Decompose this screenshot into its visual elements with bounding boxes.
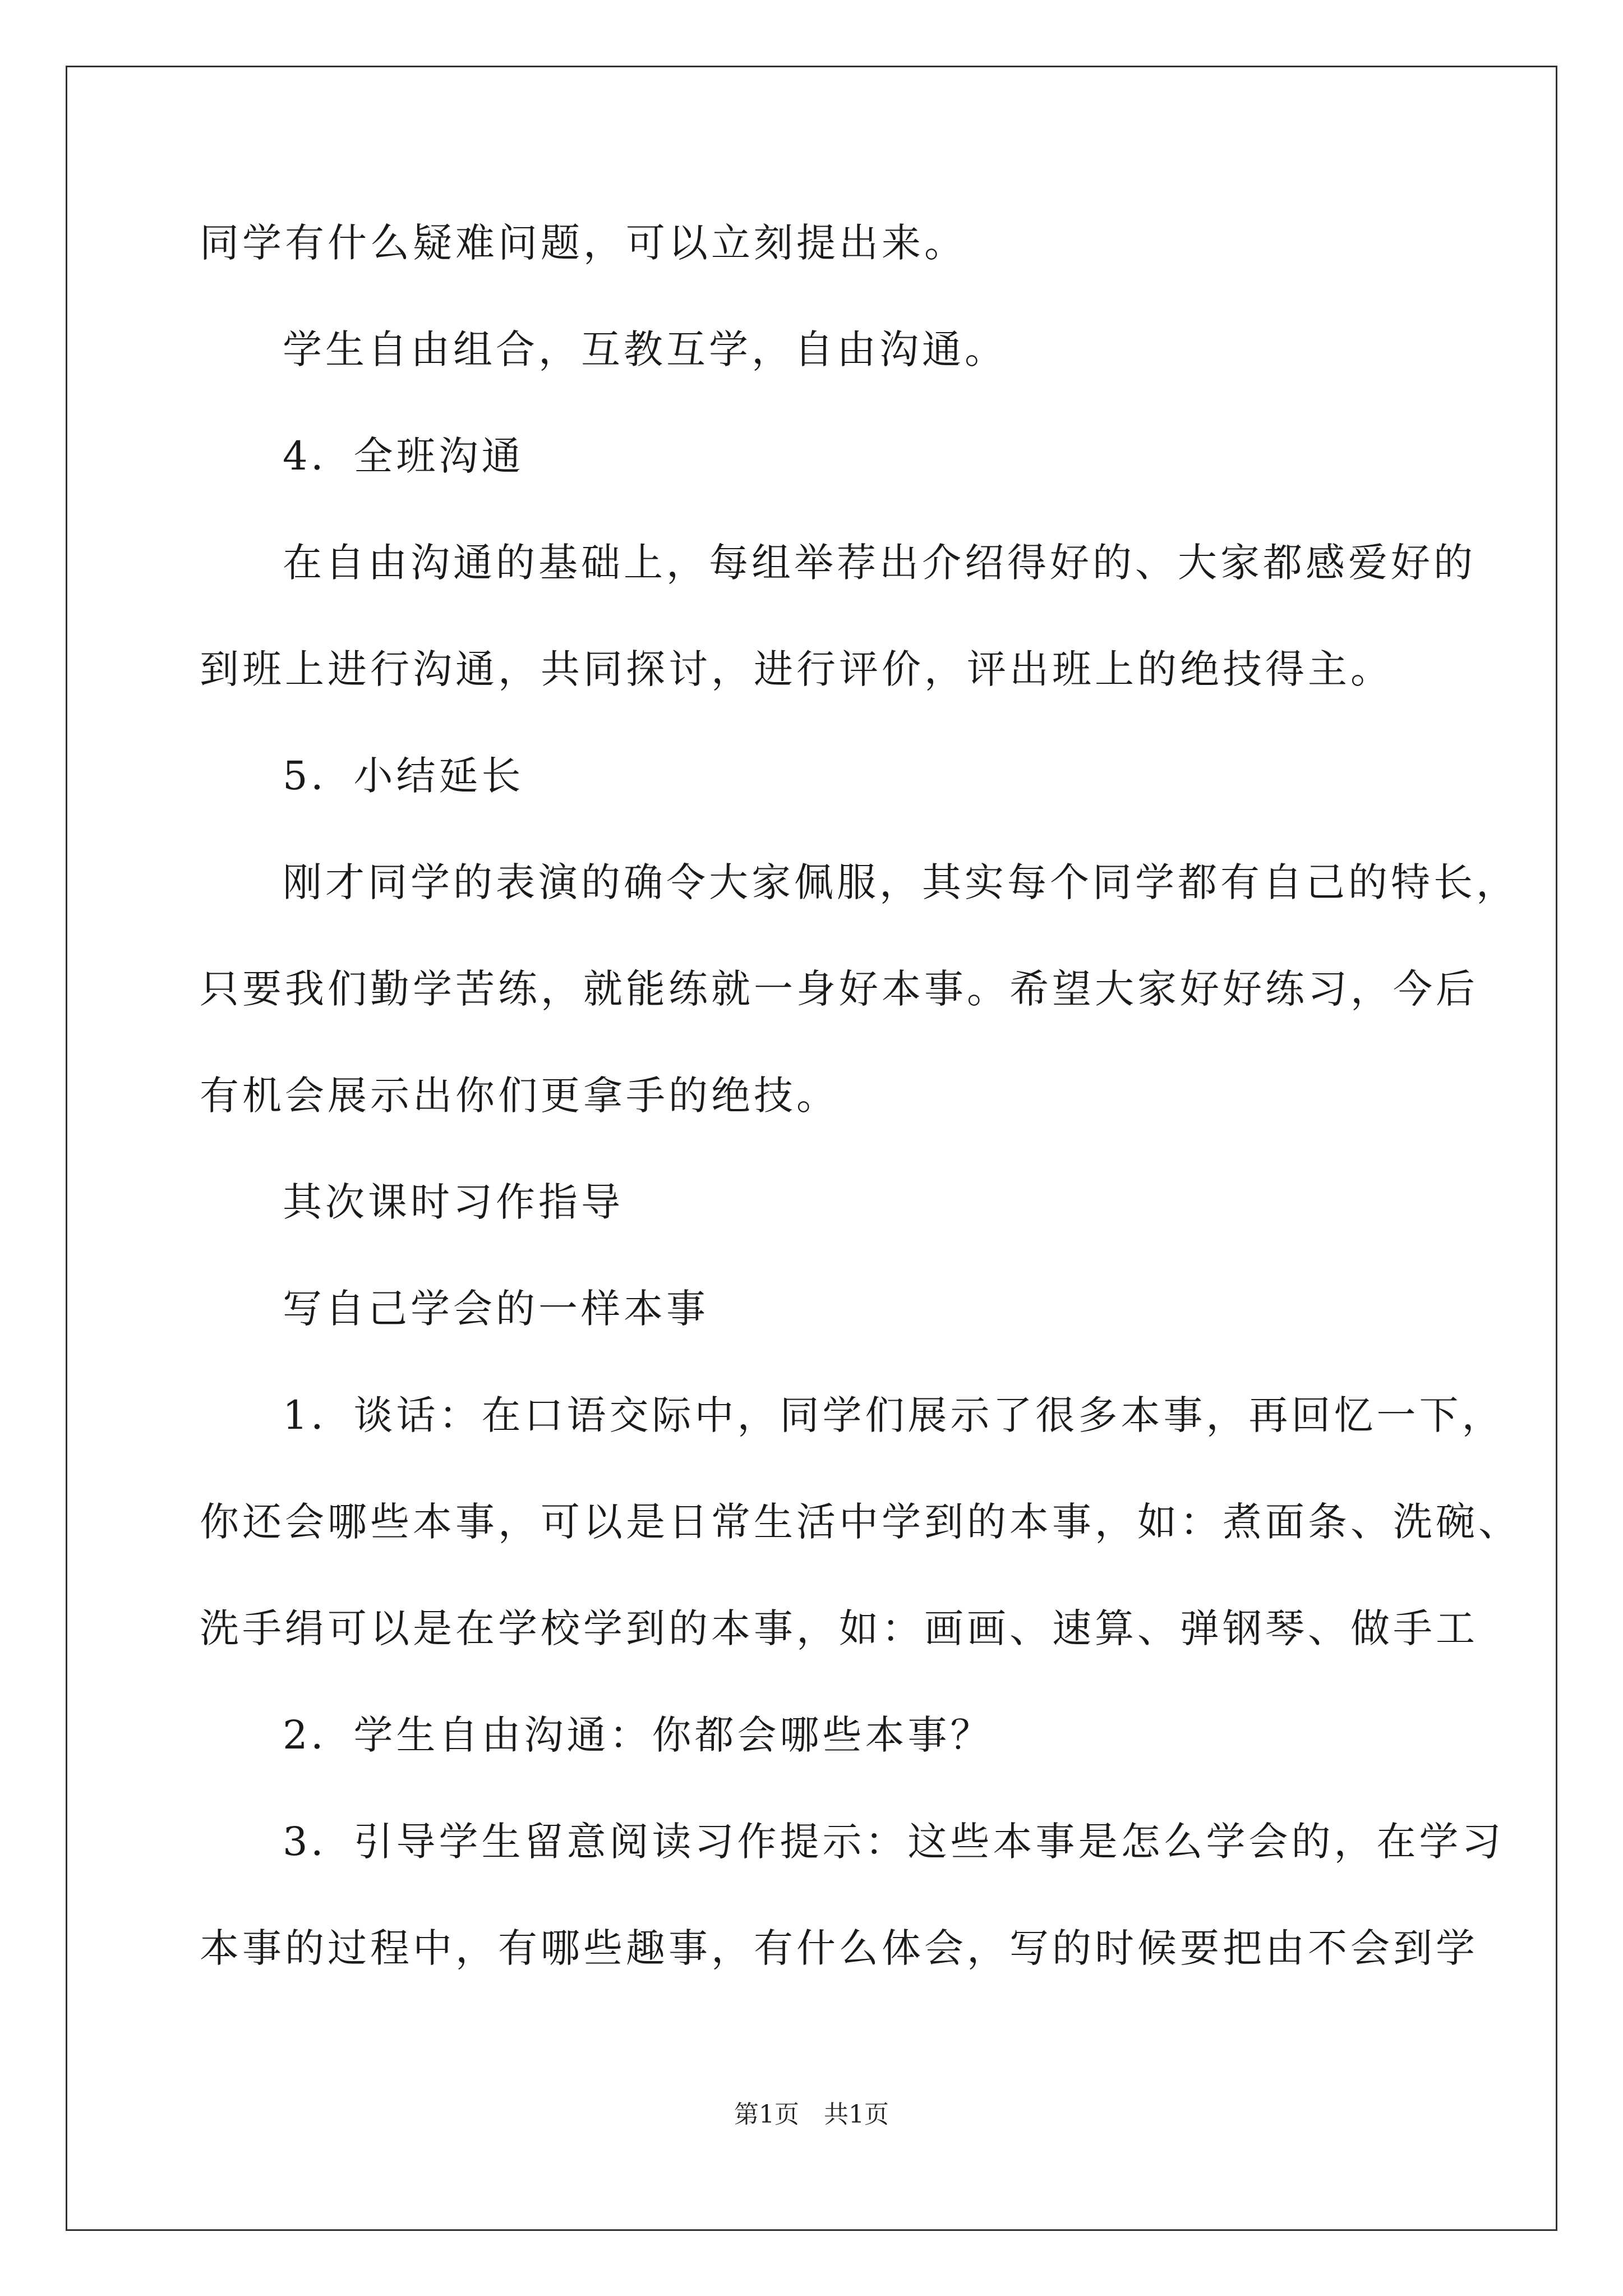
- paragraph-line: 到班上进行沟通，共同探讨，进行评价，评出班上的绝技得主。: [200, 646, 1393, 692]
- section-heading: 5．小结延长: [283, 753, 524, 799]
- section-heading: 4．全班沟通: [283, 433, 524, 479]
- paragraph-line: 2．学生自由沟通：你都会哪些本事？: [283, 1712, 993, 1758]
- paragraph-line: 本事的过程中，有哪些趣事，有什么体会，写的时候要把由不会到学: [200, 1925, 1478, 1971]
- paragraph-line: 3．引导学生留意阅读习作提示：这些本事是怎么学会的，在学习: [283, 1819, 1505, 1865]
- paragraph-line: 洗手绢可以是在学校学到的本事，如：画画、速算、弹钢琴、做手工: [200, 1605, 1478, 1651]
- paragraph-line: 学生自由组合，互教互学，自由沟通。: [283, 326, 1007, 372]
- paragraph-line: 同学有什么疑难问题，可以立刻提出来。: [200, 220, 967, 266]
- paragraph-line: 在自由沟通的基础上，每组举荐出介绍得好的、大家都感爱好的: [283, 540, 1476, 586]
- paragraph-line: 有机会展示出你们更拿手的绝技。: [200, 1073, 839, 1119]
- page-footer: 第1页 共1页: [734, 2100, 889, 2129]
- paragraph-line: 刚才同学的表演的确令大家佩服，其实每个同学都有自己的特长，: [283, 859, 1519, 905]
- paragraph-line: 1．谈话：在口语交际中，同学们展示了很多本事，再回忆一下，: [283, 1392, 1505, 1438]
- page-border: [66, 66, 1557, 2231]
- section-heading: 写自己学会的一样本事: [283, 1286, 709, 1332]
- section-heading: 其次课时习作指导: [283, 1179, 624, 1225]
- paragraph-line: 只要我们勤学苦练，就能练就一身好本事。希望大家好好练习，今后: [200, 966, 1478, 1012]
- paragraph-line: 你还会哪些本事，可以是日常生活中学到的本事，如：煮面条、洗碗、: [200, 1499, 1521, 1545]
